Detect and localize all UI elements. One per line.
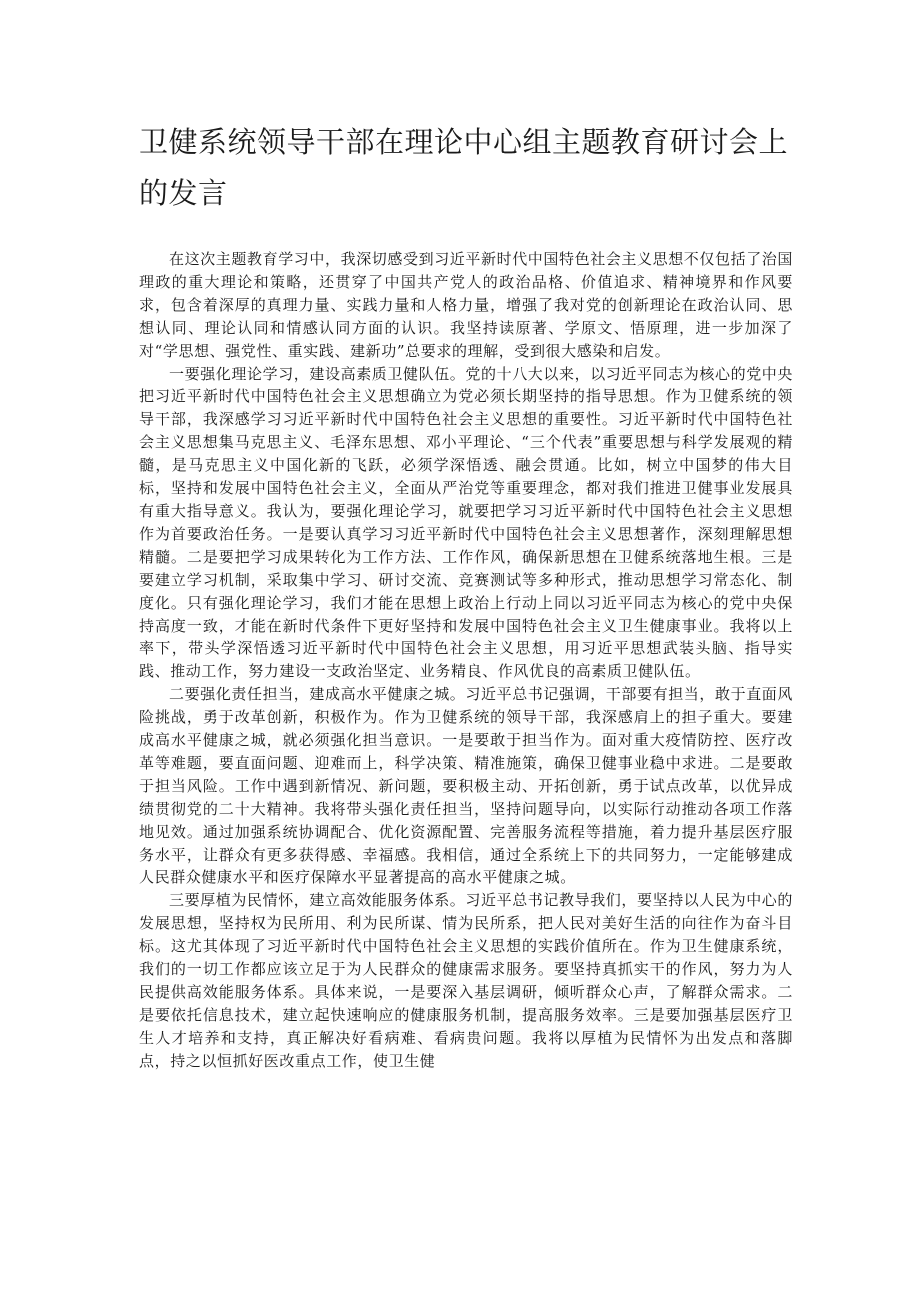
paragraph-responsibility: 二要强化责任担当，建成高水平健康之城。习近平总书记强调，干部要有担当，敢于直面风险挑战，勇于改革创新，积极作为。作为卫健系统的领导干部，我深感肩上的担子重大。要建成高水平健康之城，就必须强化担当意识。一是要敢于担当作为。面对重大疫情防控、医疗改革等难题，要直面问题、迎难而上，科学决策、精准施策，确保卫健事业稳中求进。二是要敢于担当风险。工作中遇到新情况、新问题，要积极主动、开拓创新，勇于试点改革，以优异成绩贯彻党的二十大精神。我将带头强化责任担当，坚持问题导向，以实际行动推动各项工作落地见效。通过加强系统协调配合、优化资源配置、完善服务流程等措施，着力提升基层医疗服务水平，让群众有更多获得感、幸福感。我相信，通过全系统上下的共同努力，一定能够建成人民群众健康水平和医疗保障水平显著提高的高水平健康之城。: [139, 685, 794, 887]
paragraph-theory-study: 一要强化理论学习，建设高素质卫健队伍。党的十八大以来，以习近平同志为核心的党中央把习近平新时代中国特色社会主义思想确立为党必须长期坚持的指导思想。作为卫健系统的领导干部，我深感学习习近平新时代中国特色社会主义思想的重要性。习近平新时代中国特色社会主义思想集马克思主义、毛泽东思想、邓小平理论、“三个代表”重要思想与科学发展观的精髓，是马克思主义中国化新的飞跃，必须学深悟透、融会贯通。比如，树立中国梦的伟大目标，坚持和发展中国特色社会主义，全面从严治党等重要理念，都对我们推进卫健事业发展具有重大指导意义。我认为，要强化理论学习，就要把学习习近平新时代中国特色社会主义思想作为首要政治任务。一是要认真学习习近平新时代中国特色社会主义思想著作，深刻理解思想精髓。二是要把学习成果转化为工作方法、工作作风，确保新思想在卫健系统落地生根。三是要建立学习机制，采取集中学习、研讨交流、竞赛测试等多种形式，推动思想学习常态化、制度化。只有强化理论学习，我们才能在思想上政治上行动上同以习近平同志为核心的党中央保持高度一致，才能在新时代条件下更好坚持和发展中国特色社会主义卫生健康事业。我将以上率下，带头学深悟透习近平新时代中国特色社会主义思想，用习近平思想武装头脑、指导实践、推动工作，努力建设一支政治坚定、业务精良、作风优良的高素质卫健队伍。: [139, 364, 794, 681]
document-page: [139, 0, 793, 1073]
document-body: [139, 248, 793, 1073]
document-title: 卫健系统领导干部在理论中心组主题教育研讨会上的发言: [139, 125, 789, 210]
paragraph-intro: 在这次主题教育学习中，我深切感受到习近平新时代中国特色社会主义思想不仅包括了治国理政的重大理论和策略，还贯穿了中国共产党人的政治品格、价值追求、精神境界和作风要求，包含着深厚的真理力量、实践力量和人格力量，增强了我对党的创新理论在政治认同、思想认同、理论认同和情感认同方面的认识。我坚持读原著、学原文、悟原理，进一步加深了对“学思想、强党性、重实践、建新功”总要求的理解，受到很大感染和启发。: [139, 250, 794, 360]
paragraph-people-service: 三要厚植为民情怀，建立高效能服务体系。习近平总书记教导我们，要坚持以人民为中心的发展思想，坚持权为民所用、利为民所谋、情为民所系，把人民对美好生活的向往作为奋斗目标。这尤其体现了习近平新时代中国特色社会主义思想的实践价值所在。作为卫生健康系统，我们的一切工作都应该立足于为人民群众的健康需求服务。要坚持真抓实干的作风，努力为人民提供高效能服务体系。具体来说，一是要深入基层调研，倾听群众心声，了解群众需求。二是要依托信息技术，建立起快速响应的健康服务机制，提高服务效率。三是要加强基层医疗卫生人才培养和支持，真正解决好看病难、看病贵问题。我将以厚植为民情怀为出发点和落脚点，持之以恒抓好医改重点工作，使卫生健: [139, 891, 794, 1070]
